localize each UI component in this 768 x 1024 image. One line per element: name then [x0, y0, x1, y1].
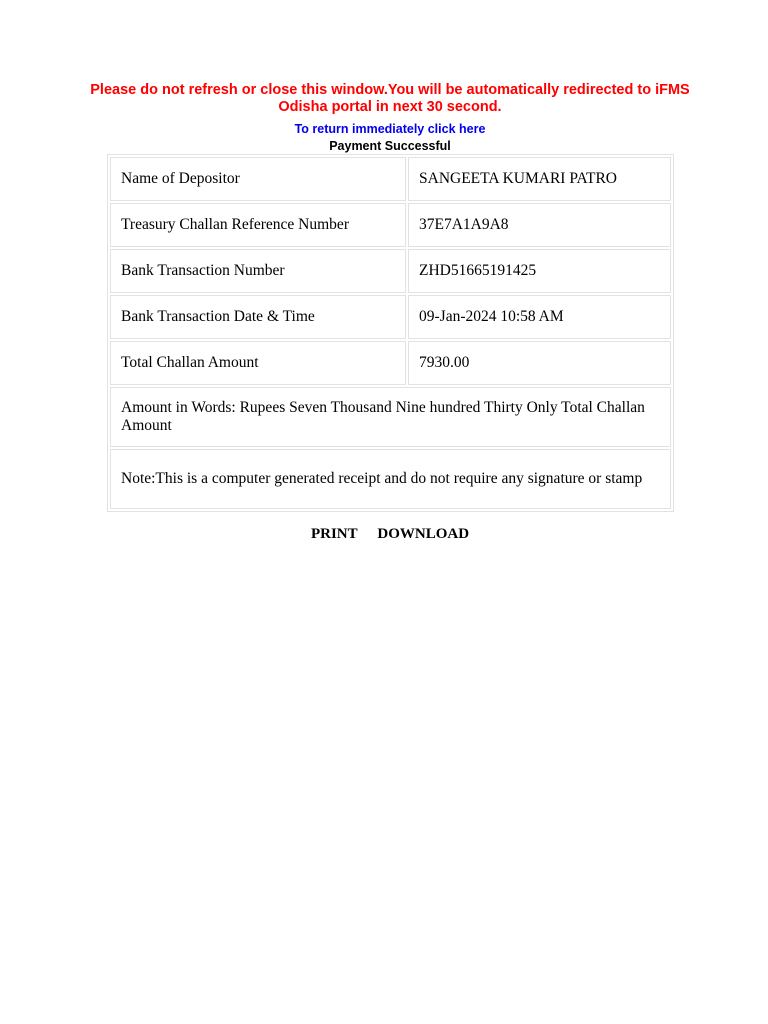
transaction-datetime-value: 09-Jan-2024 10:58 AM: [408, 295, 671, 339]
amount-in-words-text: Amount in Words: Rupees Seven Thousand Nine hundred Thirty Only Total Challan Amount: [110, 387, 671, 447]
transaction-datetime-label: Bank Transaction Date & Time: [110, 295, 406, 339]
receipt-actions: [0, 524, 768, 544]
print-button[interactable]: PRINT: [310, 526, 358, 542]
receipt-row-amount-in-words: [110, 387, 671, 447]
download-button[interactable]: DOWNLOAD: [377, 526, 470, 542]
return-immediately-link[interactable]: To return immediately click here: [294, 122, 486, 136]
payment-status-text: Payment Successful: [329, 139, 451, 153]
total-amount-value: 7930.00: [408, 341, 671, 385]
challan-reference-value: 37E7A1A9A8: [408, 203, 671, 247]
challan-reference-label: Treasury Challan Reference Number: [110, 203, 406, 247]
receipt-row-depositor-name: [110, 157, 671, 201]
receipt-row-bank-transaction-number: [110, 249, 671, 293]
bank-transaction-number-label: Bank Transaction Number: [110, 249, 406, 293]
receipt-note-text: Note:This is a computer generated receipt and do not require any signature or stamp: [110, 449, 671, 509]
receipt-row-transaction-datetime: [110, 295, 671, 339]
depositor-name-label: Name of Depositor: [110, 157, 406, 201]
receipt-row-note: [110, 449, 671, 509]
receipt-row-total-amount: [110, 341, 671, 385]
depositor-name-value: SANGEETA KUMARI PATRO: [408, 157, 671, 201]
redirect-warning: Please do not refresh or close this window.You will be automatically redirected to iFMS Odisha portal in next 30 second.: [90, 82, 690, 115]
receipt-table: [107, 154, 674, 512]
total-amount-label: Total Challan Amount: [110, 341, 406, 385]
bank-transaction-number-value: ZHD51665191425: [408, 249, 671, 293]
receipt-row-challan-reference: [110, 203, 671, 247]
